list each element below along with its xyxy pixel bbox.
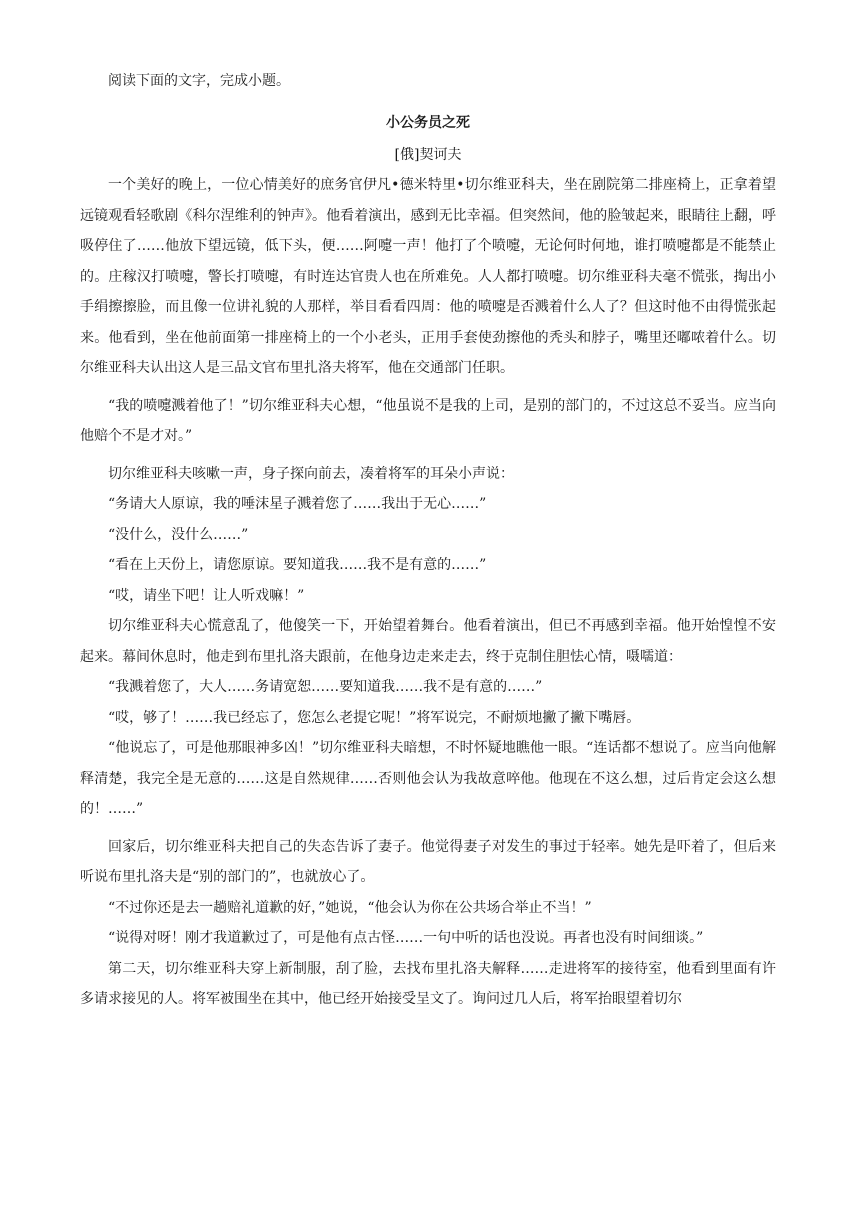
story-author: [俄]契诃夫 <box>394 147 462 163</box>
paragraph: “说得对呀！刚才我道歉过了，可是他有点古怪……一句中听的话也没说。再者也没有时间细谈。” <box>108 930 704 946</box>
story-title: 小公务员之死 <box>386 115 470 131</box>
document-page <box>80 70 776 1015</box>
paragraph: “看在上天份上，请您原谅。要知道我……我不是有意的……” <box>108 557 487 573</box>
paragraph: “我的喷嚏溅着他了！”切尔维亚科夫心想，“他虽说不是我的上司，是别的部门的，不过这总不妥当。应当向他赔个不是才对。” <box>80 397 776 444</box>
paragraph: 一个美好的晚上，一位心情美好的庶务官伊凡•德米特里•切尔维亚科夫，坐在剧院第二排座椅上，正拿着望远镜观看轻歌剧《科尔涅维利的钟声》。他看着演出，感到无比幸福。但突然间，他的脸皱起来，眼睛往上翻，呼吸停住了……他放下望远镜，低下头，便……阿嚏一声！他打了个喷嚏，无论何时何地，谁打喷嚏都是不能禁止的。庄稼汉打喷嚏，警长打喷嚏，有时连达官贵人也在所难免。人人都打喷嚏。切尔维亚科夫毫不慌张，掏出小手绢擦擦脸，而且像一位讲礼貌的人那样，举目看看四周：他的喷嚏是否溅着什么人了？但这时他不由得慌张起来。他看到，坐在他前面第一排座椅上的一个小老头，正用手套使劲擦他的秃头和脖子，嘴里还嘟哝着什么。切尔维亚科夫认出这人是三品文官布里扎洛夫将军，他在交通部门任职。 <box>80 177 776 376</box>
paragraph: “哎，请坐下吧！让人听戏嘛！” <box>108 587 305 604</box>
paragraph: “不过你还是去一趟赔礼道歉的好，”她说，“他会认为你在公共场合举止不当！” <box>108 899 592 916</box>
paragraph: 第二天，切尔维亚科夫穿上新制服，刮了脸，去找布里扎洛夫解释……走进将军的接待室，他看到里面有许多请求接见的人。将军被围坐在其中，他已经开始接受呈文了。询问过几人后，将军抬眼望着切尔 <box>80 960 776 1007</box>
paragraph: 回家后，切尔维亚科夫把自己的失态告诉了妻子。他觉得妻子对发生的事过于轻率。她先是吓着了，但后来听说布里扎洛夫是“别的部门的”，也就放心了。 <box>80 838 776 885</box>
instruction-text: 阅读下面的文字，完成小题。 <box>108 73 290 89</box>
paragraph: “他说忘了，可是他那眼神多凶！”切尔维亚科夫暗想，不时怀疑地瞧他一眼。“连话都不想说了。应当向他解释清楚，我完全是无意的……这是自然规律……否则他会认为我故意啐他。他现在不这么想，过后肯定会这么想的！……” <box>80 740 776 817</box>
paragraph: “没什么，没什么……” <box>108 526 249 543</box>
paragraph: “务请大人原谅，我的唾沫星子溅着您了……我出于无心……” <box>108 496 487 512</box>
paragraph: “我溅着您了，大人……务请宽恕……要知道我……我不是有意的……” <box>108 679 543 695</box>
paragraph: “哎，够了！……我已经忘了，您怎么老提它呢！”将军说完，不耐烦地撇了撇下嘴唇。 <box>108 709 641 726</box>
paragraph: 切尔维亚科夫咳嗽一声，身子探向前去，凑着将军的耳朵小声说： <box>108 465 514 482</box>
paragraph: 切尔维亚科夫心慌意乱了，他傻笑一下，开始望着舞台。他看着演出，但已不再感到幸福。他开始惶惶不安起来。幕间休息时，他走到布里扎洛夫跟前，在他身边走来走去，终于克制住胆怯心情，嗫嚅道： <box>80 618 776 665</box>
